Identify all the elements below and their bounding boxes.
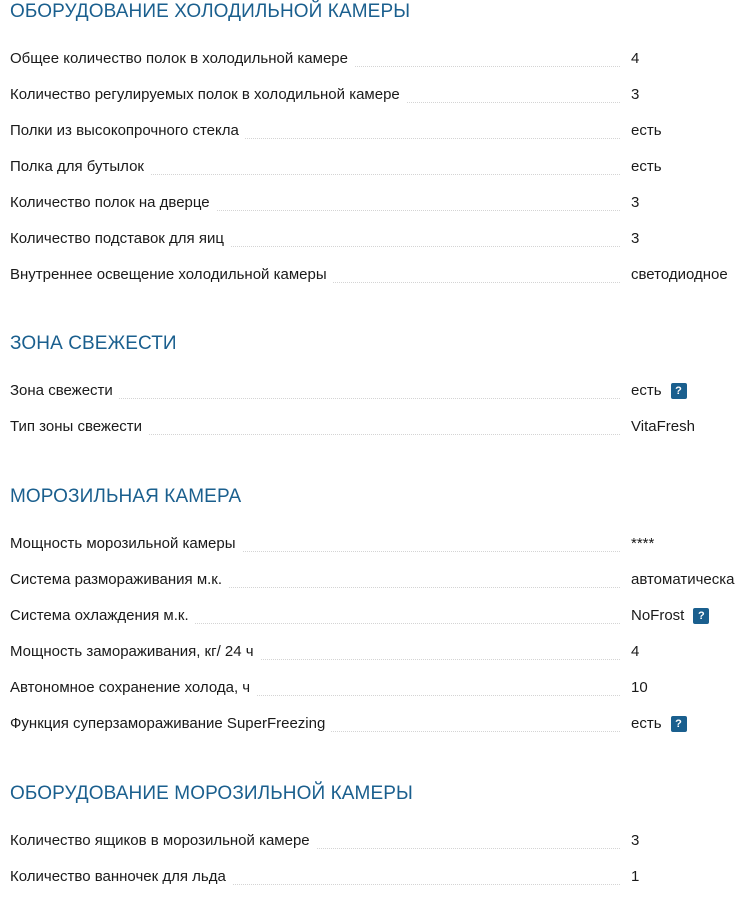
spec-label: Количество полок на дверце xyxy=(10,194,216,212)
spec-label: Количество ванночек для льда xyxy=(10,868,232,886)
section-freezer-equipment xyxy=(10,782,741,898)
spec-value-text: 3 xyxy=(631,230,640,247)
spec-row xyxy=(10,116,741,152)
spec-label: Количество подставок для яиц xyxy=(10,230,230,248)
spec-row xyxy=(10,601,741,637)
spec-row xyxy=(10,529,741,565)
spec-value-text: 3 xyxy=(631,194,640,211)
spec-value-text: **** xyxy=(631,535,655,552)
spec-value-text: есть xyxy=(631,158,662,175)
spec-value-text: есть xyxy=(631,122,662,139)
spec-label: Полка для бутылок xyxy=(10,158,150,176)
spec-value xyxy=(631,194,639,212)
spec-row xyxy=(10,565,741,601)
spec-value-text: 3 xyxy=(631,86,640,103)
spec-value-text: светодиодное xyxy=(631,266,728,283)
spec-value xyxy=(631,266,728,284)
section-freshness-zone xyxy=(10,332,741,448)
spec-row xyxy=(10,260,741,296)
spec-value-text: VitaFresh xyxy=(631,418,695,435)
spec-label: Мощность замораживания, кг/ 24 ч xyxy=(10,643,260,661)
spec-row xyxy=(10,637,741,673)
spec-value xyxy=(631,868,639,886)
spec-value xyxy=(631,418,695,436)
section-title: ОБОРУДОВАНИЕ ХОЛОДИЛЬНОЙ КАМЕРЫ xyxy=(10,1,411,22)
section-title: ЗОНА СВЕЖЕСТИ xyxy=(10,333,177,354)
spec-value xyxy=(631,158,662,176)
spec-row xyxy=(10,188,741,224)
spec-value xyxy=(631,643,639,661)
spec-row xyxy=(10,152,741,188)
spec-label: Система охлаждения м.к. xyxy=(10,607,195,625)
spec-row xyxy=(10,709,741,745)
section-freezer xyxy=(10,485,741,745)
spec-value xyxy=(631,50,639,68)
spec-value-text: есть xyxy=(631,715,662,732)
spec-row xyxy=(10,412,741,448)
spec-label: Внутреннее освещение холодильной камеры xyxy=(10,266,333,284)
question-icon[interactable]: ? xyxy=(693,608,709,624)
spec-value-text: 3 xyxy=(631,832,640,849)
spec-value-text: 10 xyxy=(631,679,648,696)
spec-value xyxy=(631,122,662,140)
spec-list xyxy=(10,44,741,296)
spec-row xyxy=(10,673,741,709)
spec-row xyxy=(10,862,741,898)
spec-row xyxy=(10,44,741,80)
spec-label: Мощность морозильной камеры xyxy=(10,535,242,553)
spec-label: Полки из высокопрочного стекла xyxy=(10,122,245,140)
spec-value-text: NoFrost xyxy=(631,607,685,624)
spec-value-text: 4 xyxy=(631,643,640,660)
question-icon[interactable]: ? xyxy=(671,716,687,732)
spec-list xyxy=(10,529,741,745)
spec-row xyxy=(10,376,741,412)
spec-value-text: 1 xyxy=(631,868,640,885)
spec-label: Общее количество полок в холодильной камере xyxy=(10,50,354,68)
spec-label: Тип зоны свежести xyxy=(10,418,148,436)
spec-label: Зона свежести xyxy=(10,382,119,400)
section-title: МОРОЗИЛЬНАЯ КАМЕРА xyxy=(10,486,242,507)
spec-value-text: есть xyxy=(631,382,662,399)
section-fridge-equipment xyxy=(10,0,741,296)
spec-label: Количество регулируемых полок в холодильной камере xyxy=(10,86,406,104)
spec-value xyxy=(631,86,639,104)
spec-value-text: автоматическа xyxy=(631,571,735,588)
spec-row xyxy=(10,80,741,116)
spec-row xyxy=(10,224,741,260)
section-title: ОБОРУДОВАНИЕ МОРОЗИЛЬНОЙ КАМЕРЫ xyxy=(10,783,413,804)
spec-value xyxy=(631,382,687,400)
spec-value xyxy=(631,679,648,697)
spec-row xyxy=(10,826,741,862)
spec-value xyxy=(631,571,735,589)
spec-value xyxy=(631,715,687,733)
spec-label: Функция суперзамораживание SuperFreezing xyxy=(10,715,331,733)
spec-list xyxy=(10,376,741,448)
spec-label: Система размораживания м.к. xyxy=(10,571,228,589)
spec-list xyxy=(10,826,741,898)
spec-value xyxy=(631,535,654,553)
spec-label: Количество ящиков в морозильной камере xyxy=(10,832,316,850)
question-icon[interactable]: ? xyxy=(671,383,687,399)
spec-value xyxy=(631,832,639,850)
spec-value-text: 4 xyxy=(631,50,640,67)
spec-label: Автономное сохранение холода, ч xyxy=(10,679,256,697)
spec-value xyxy=(631,607,709,625)
spec-value xyxy=(631,230,639,248)
